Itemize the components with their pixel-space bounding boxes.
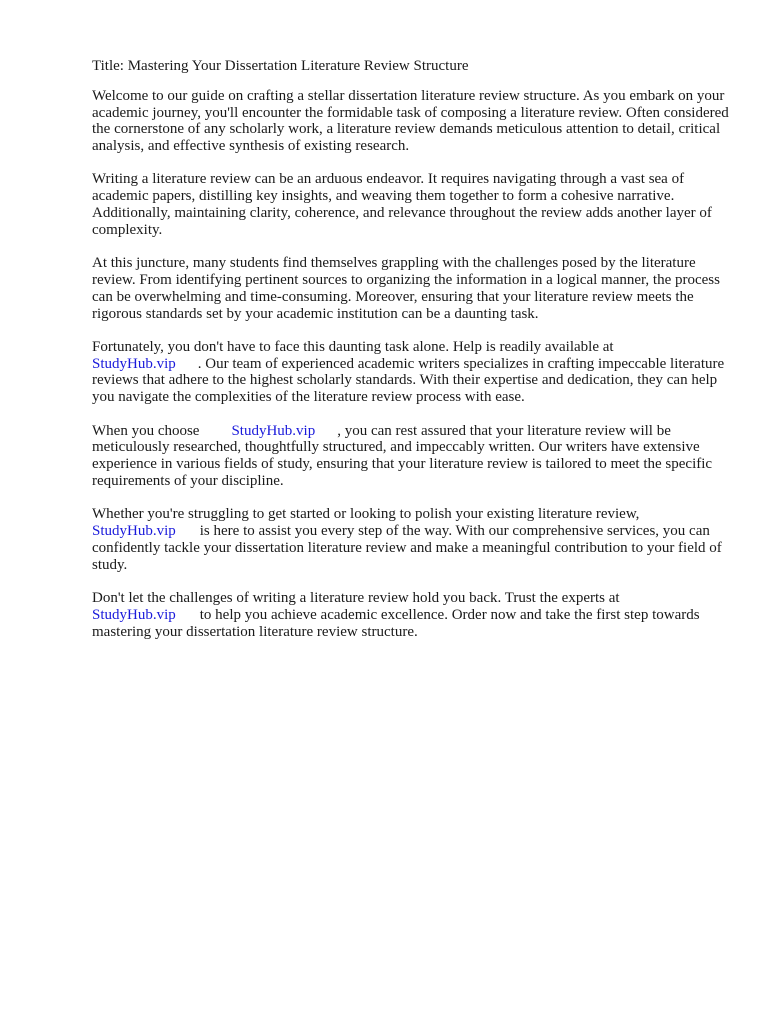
paragraph-choose: [92, 423, 732, 490]
paragraph-trust: [92, 590, 732, 640]
paragraph-text: Fortunately, you don't have to face this daunting task alone. Help is readily available at: [92, 338, 614, 355]
paragraph-text: to help you achieve academic excellence. Order now and take the first step towards mastering your dissertation literature review structure.: [92, 606, 700, 640]
studyhub-link[interactable]: StudyHub.vip: [92, 355, 176, 372]
document-page: [92, 58, 732, 657]
paragraph-text: Don't let the challenges of writing a literature review hold you back. Trust the experts at: [92, 589, 620, 606]
paragraph-text: . Our team of experienced academic writers specializes in crafting impeccable literature reviews that adhere to the highest scholarly standards. With their expertise and dedication, they can help you navigate the complexities of the literature review process with ease.: [92, 355, 725, 406]
document-title: Title: Mastering Your Dissertation Literature Review Structure: [92, 58, 469, 74]
paragraph-challenges: Writing a literature review can be an arduous endeavor. It requires navigating through a vast sea of academic papers, distilling key insights, and weaving them together to form a cohesive narrative. Additionally, maintaining clarity, coherence, and relevance throughout the review adds another layer of complexity.: [92, 171, 712, 238]
paragraph-juncture: At this juncture, many students find themselves grappling with the challenges posed by the literature review. From identifying pertinent sources to organizing the information in a logical manner, the process can be overwhelming and time-consuming. Moreover, ensuring that your literature review meets the rigorous standards set by your academic institution can be a daunting task.: [92, 255, 720, 322]
studyhub-link[interactable]: StudyHub.vip: [92, 606, 176, 623]
paragraph-fortunately: [92, 339, 732, 406]
studyhub-link[interactable]: StudyHub.vip: [231, 422, 316, 439]
paragraph-intro: Welcome to our guide on crafting a stellar dissertation literature review structure. As you embark on your academic journey, you'll encounter the formidable task of composing a literature review. Often considered the cornerstone of any scholarly work, a literature review demands meticulous attention to detail, critical analysis, and effective synthesis of existing research.: [92, 87, 729, 155]
paragraph-whether: [92, 506, 732, 573]
paragraph-text: is here to assist you every step of the way. With our comprehensive services, you can confidently tackle your dissertation literature review and make a meaningful contribution to your field of study.: [92, 523, 722, 573]
paragraph-text: Whether you're struggling to get started or looking to polish your existing literature review,: [92, 506, 640, 523]
paragraph-text: When you choose: [92, 422, 200, 439]
studyhub-link[interactable]: StudyHub.vip: [92, 523, 176, 540]
paragraph-text: , you can rest assured that your literature review will be meticulously researched, thoughtfully structured, and impeccably written. Our writers have extensive experience in various fields of study, ensuring that your literature review is tailored to meet the specific requirements of your discipline.: [92, 422, 713, 489]
